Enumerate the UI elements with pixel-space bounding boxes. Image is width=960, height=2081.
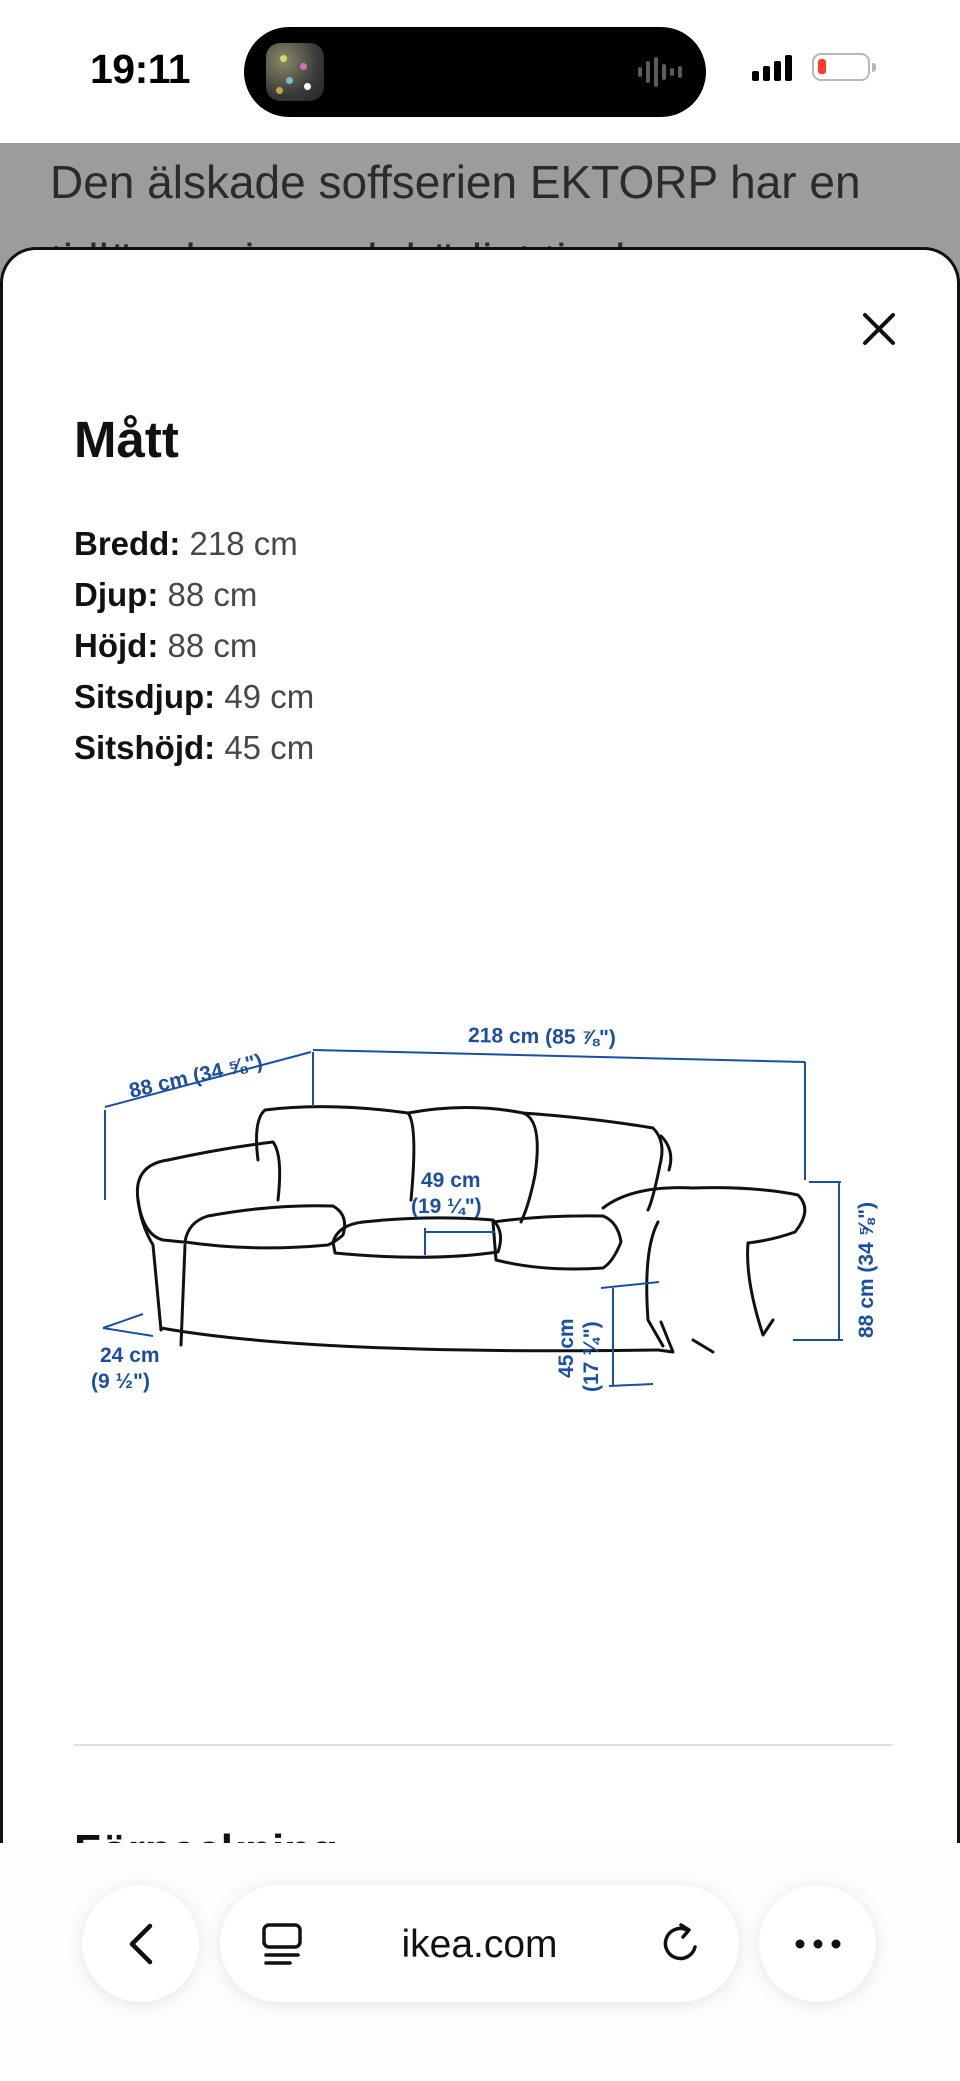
- dimension-label: Djup:: [74, 576, 159, 613]
- dimension-depth: [74, 569, 314, 620]
- status-bar: [0, 0, 960, 143]
- audio-waveform-icon: [638, 57, 682, 87]
- chevron-left-icon: [126, 1922, 156, 1966]
- address-bar[interactable]: [220, 1885, 739, 2002]
- battery-icon: [812, 53, 870, 81]
- leg-imperial-label: (9 ½"): [91, 1370, 150, 1393]
- seat-depth-label: 49 cm: [421, 1169, 481, 1192]
- dimension-value: 88 cm: [167, 627, 258, 664]
- status-time: 19:11: [90, 46, 191, 92]
- dimension-seat-height: [74, 722, 314, 773]
- seat-height-imperial-label: (17 ¾"): [580, 1321, 603, 1392]
- dimension-label: Bredd:: [74, 525, 181, 562]
- reload-icon[interactable]: [659, 1921, 703, 1967]
- section-divider: [74, 1744, 892, 1746]
- dimension-width: [74, 518, 314, 569]
- more-options-button[interactable]: [759, 1885, 876, 2002]
- seat-depth-imperial-label: (19 ¼"): [411, 1195, 482, 1218]
- dimension-label: Höjd:: [74, 627, 159, 664]
- back-button[interactable]: [82, 1885, 199, 2002]
- battery-level: [818, 59, 826, 74]
- dimension-label: Sitsdjup:: [74, 678, 216, 715]
- dimensions-sheet: [0, 247, 960, 2081]
- cellular-signal-icon: [752, 55, 792, 81]
- dimension-seat-depth: [74, 671, 314, 722]
- depth-label: 88 cm (34 ⅝"): [126, 1049, 265, 1103]
- dynamic-island[interactable]: [244, 27, 706, 117]
- sofa-drawing: [137, 1107, 804, 1352]
- ellipsis-icon: [795, 1939, 841, 1949]
- height-label: 88 cm (34 ⅝"): [855, 1201, 878, 1338]
- leg-label: 24 cm: [100, 1344, 160, 1367]
- sheet-title: Mått: [74, 411, 179, 468]
- dimension-value: 218 cm: [189, 525, 298, 562]
- dimension-value: 88 cm: [167, 576, 258, 613]
- measurement-labels: [91, 1024, 878, 1393]
- close-button[interactable]: [850, 300, 908, 358]
- dimension-height: [74, 620, 314, 671]
- dimension-value: 45 cm: [224, 729, 315, 766]
- now-playing-app-icon: [266, 43, 324, 101]
- product-description: Den älskade soffserien EKTORP har en: [50, 156, 861, 208]
- width-label: 218 cm (85 ⅞"): [467, 1024, 617, 1050]
- close-icon: [862, 312, 896, 346]
- dimension-value: 49 cm: [224, 678, 315, 715]
- sofa-dimension-diagram: [73, 1010, 893, 1410]
- dimensions-list: [74, 518, 314, 773]
- url-text: ikea.com: [401, 1923, 558, 1966]
- browser-toolbar: [0, 1843, 960, 2081]
- dimension-label: Sitshöjd:: [74, 729, 216, 766]
- seat-height-label: 45 cm: [555, 1318, 578, 1378]
